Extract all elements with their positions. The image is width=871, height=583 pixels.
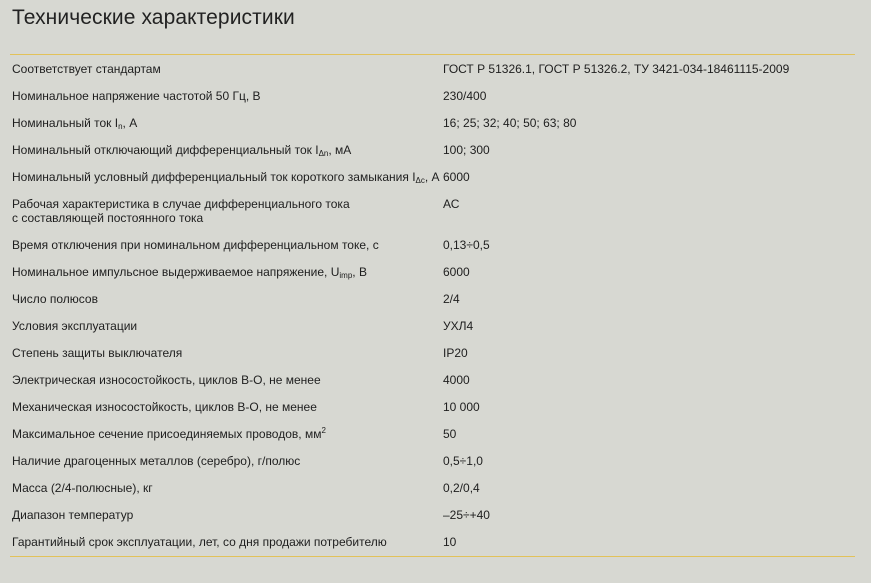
param-value: АС [443,197,460,211]
param-label: Максимальное сечение присоединяемых проводов, $мм^2$ [12,426,326,441]
param-label: Номинальное импульсное выдерживаемое напряжение, $U_{imp}$, В [12,265,367,280]
param-label: Механическая износостойкость, циклов В-О, не менее [12,400,317,414]
param-label: Рабочая характеристика в случае дифференциального тока с составляющей постоянного тока [12,197,350,225]
param-label: Номинальный отключающий дифференциальный ток $I_{\Delta n}$, мА [12,143,352,158]
param-value: 0,5÷1,0 [443,454,483,468]
param-value: 100; 300 [443,143,490,157]
top-divider [10,54,855,55]
param-value: ГОСТ Р 51326.1, ГОСТ Р 51326.2, ТУ 3421-034-18461115-2009 [443,62,790,76]
param-value: 6000 [443,170,470,184]
param-value: 10 000 [443,400,480,414]
param-value: 4000 [443,373,470,387]
param-value: IP20 [443,346,468,360]
page-title: Технические характеристики [12,6,295,29]
param-label: Наличие драгоценных металлов (серебро), г/полюс [12,454,301,468]
param-label: Номинальное напряжение частотой 50 Гц, В [12,89,261,103]
param-value: 50 [443,427,457,441]
param-label: Гарантийный срок эксплуатации, лет, со дня продажи потребителю [12,535,387,549]
bottom-divider [10,556,855,557]
param-label: Диапазон температур [12,508,134,522]
param-label: Условия эксплуатации [12,319,138,333]
param-value: 0,13÷0,5 [443,238,490,252]
param-label: Время отключения при номинальном дифференциальном токе, с [12,238,379,252]
param-value: 16; 25; 32; 40; 50; 63; 80 [443,116,577,130]
param-value: –25÷+40 [443,508,490,522]
param-label: Соответствует стандартам [12,62,161,76]
param-value: 10 [443,535,457,549]
param-label: Номинальный ток $I_n$, А [12,116,138,131]
param-value: 0,2/0,4 [443,481,480,495]
param-value: УХЛ4 [443,319,474,333]
param-value: 6000 [443,265,470,279]
param-value: 230/400 [443,89,487,103]
param-label: Номинальный условный дифференциальный ток короткого замыкания $I_{\Delta c}$, А [12,170,440,185]
param-label: Масса (2/4-полюсные), кг [12,481,153,495]
param-label: Электрическая износостойкость, циклов В-О, не менее [12,373,321,387]
param-label: Степень защиты выключателя [12,346,183,360]
param-label: Число полюсов [12,292,98,306]
param-value: 2/4 [443,292,460,306]
